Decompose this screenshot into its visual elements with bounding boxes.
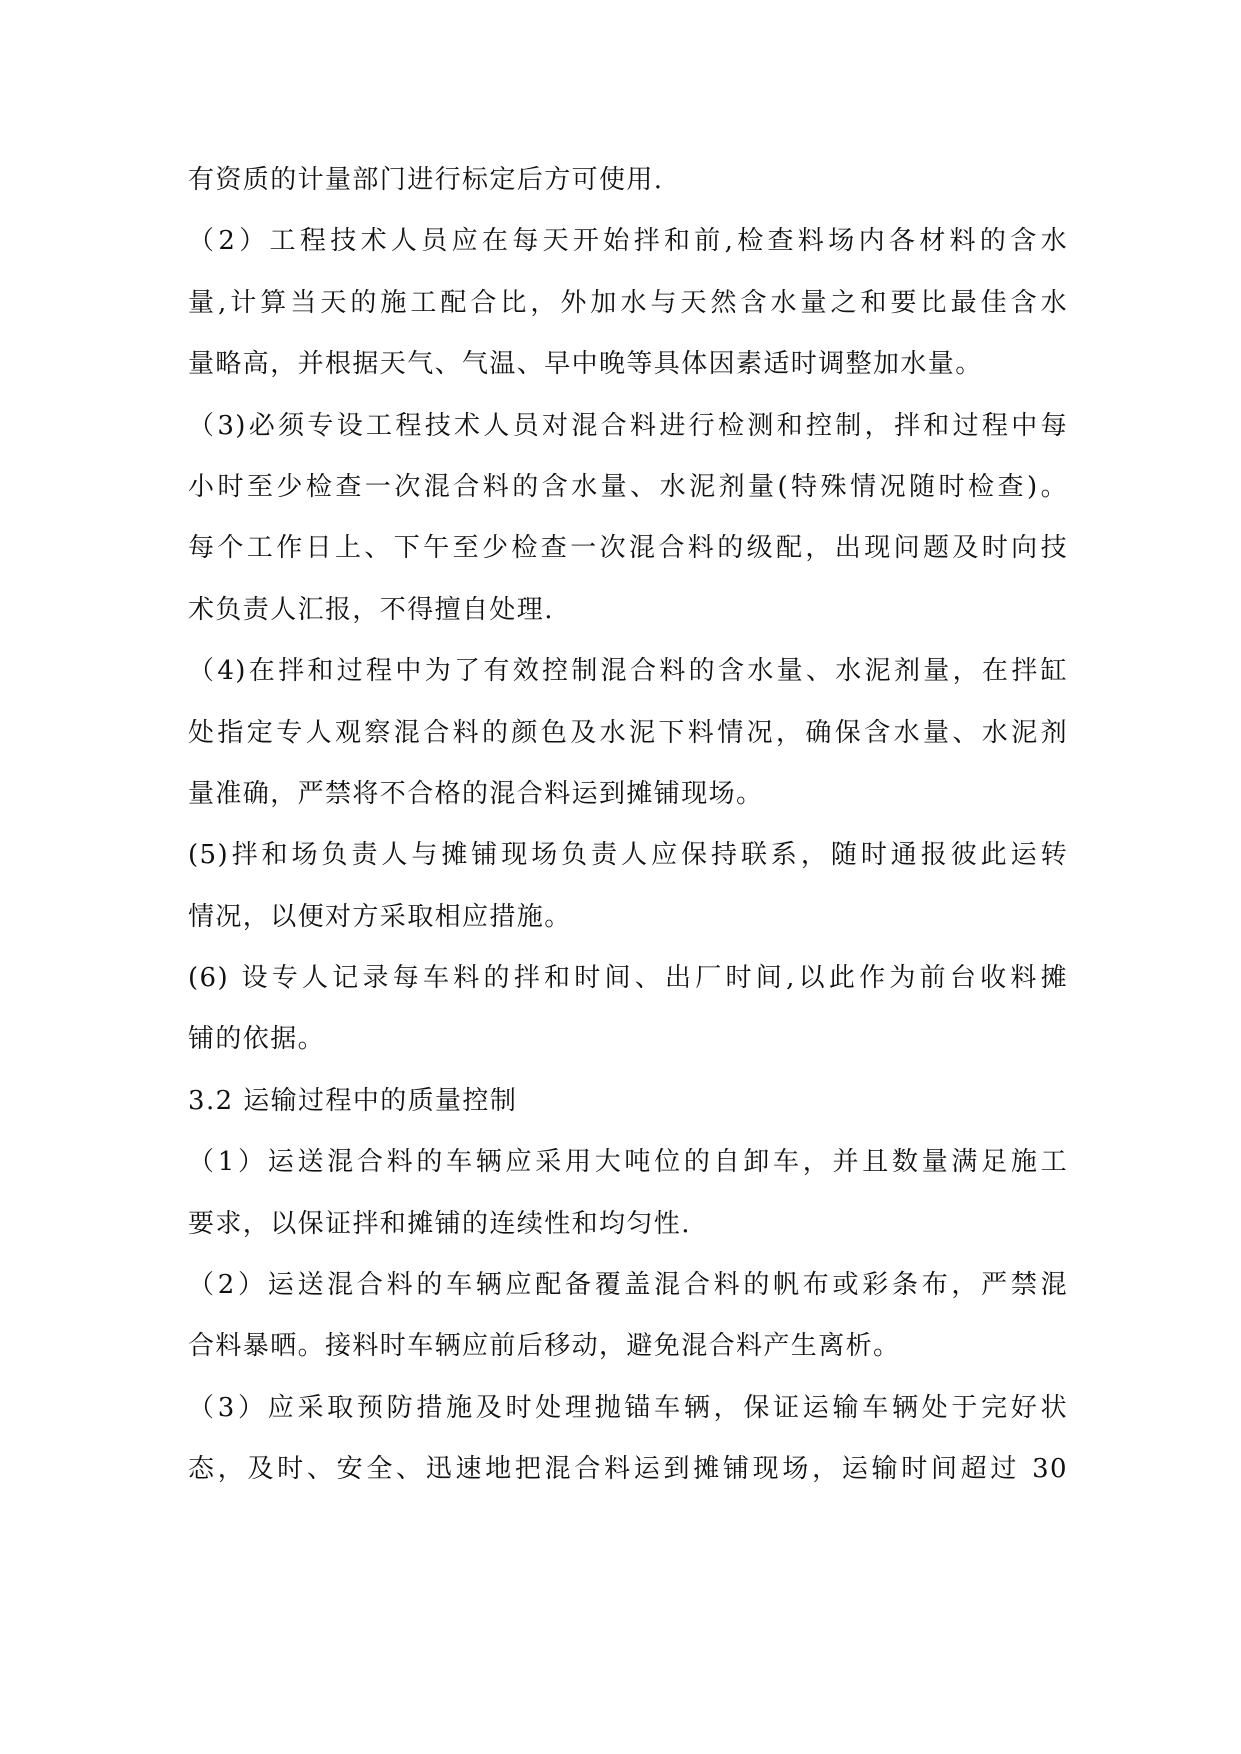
text-line: (5)拌和场负责人与摊铺现场负责人应保持联系，随时通报彼此运转 xyxy=(188,840,1068,871)
text-line: （3)必须专设工程技术人员对混合料进行检测和控制，拌和过程中每 xyxy=(188,410,1068,441)
text-line: 要求，以保证拌和摊铺的连续性和均匀性. xyxy=(188,1208,691,1239)
text-line: 小时至少检查一次混合料的含水量、水泥剂量(特殊情况随时检查)。 xyxy=(188,471,1068,502)
document-body xyxy=(188,160,1068,1511)
text-line: (6) 设专人记录每车料的拌和时间、出厂时间,以此作为前台收料摊 xyxy=(188,963,1068,994)
text-line: （3）应采取预防措施及时处理抛锚车辆，保证运输车辆处于完好状 xyxy=(188,1392,1068,1423)
text-line: 合料暴晒。接料时车辆应前后移动，避免混合料产生离析。 xyxy=(188,1331,901,1362)
text-line: （4)在拌和过程中为了有效控制混合料的含水量、水泥剂量，在拌缸 xyxy=(188,656,1068,687)
text-line: （2）运送混合料的车辆应配备覆盖混合料的帆布或彩条布，严禁混 xyxy=(188,1270,1068,1301)
text-line: 有资质的计量部门进行标定后方可使用. xyxy=(188,165,664,195)
text-line: （1）运送混合料的车辆应采用大吨位的自卸车，并且数量满足施工 xyxy=(188,1147,1068,1178)
text-line: 情况，以便对方采取相应措施。 xyxy=(188,901,572,932)
text-line: 处指定专人观察混合料的颜色及水泥下料情况，确保含水量、水泥剂 xyxy=(188,717,1068,748)
text-line: 量,计算当天的施工配合比，外加水与天然含水量之和要比最佳含水 xyxy=(188,287,1068,318)
text-line: 态，及时、安全、迅速地把混合料运到摊铺现场，运输时间超过 30 xyxy=(188,1454,1068,1485)
text-line: 量略高，并根据天气、气温、早中晚等具体因素适时调整加水量。 xyxy=(188,349,983,380)
text-line: 术负责人汇报，不得擅自处理. xyxy=(188,594,554,625)
text-line: 每个工作日上、下午至少检查一次混合料的级配，出现问题及时向技 xyxy=(188,533,1068,564)
text-line: 铺的依据。 xyxy=(188,1024,326,1055)
text-line: 量准确，严禁将不合格的混合料运到摊铺现场。 xyxy=(188,778,764,809)
text-line: 3.2 运输过程中的质量控制 xyxy=(188,1085,518,1116)
text-line: （2）工程技术人员应在每天开始拌和前,检查料场内各材料的含水 xyxy=(188,226,1068,257)
